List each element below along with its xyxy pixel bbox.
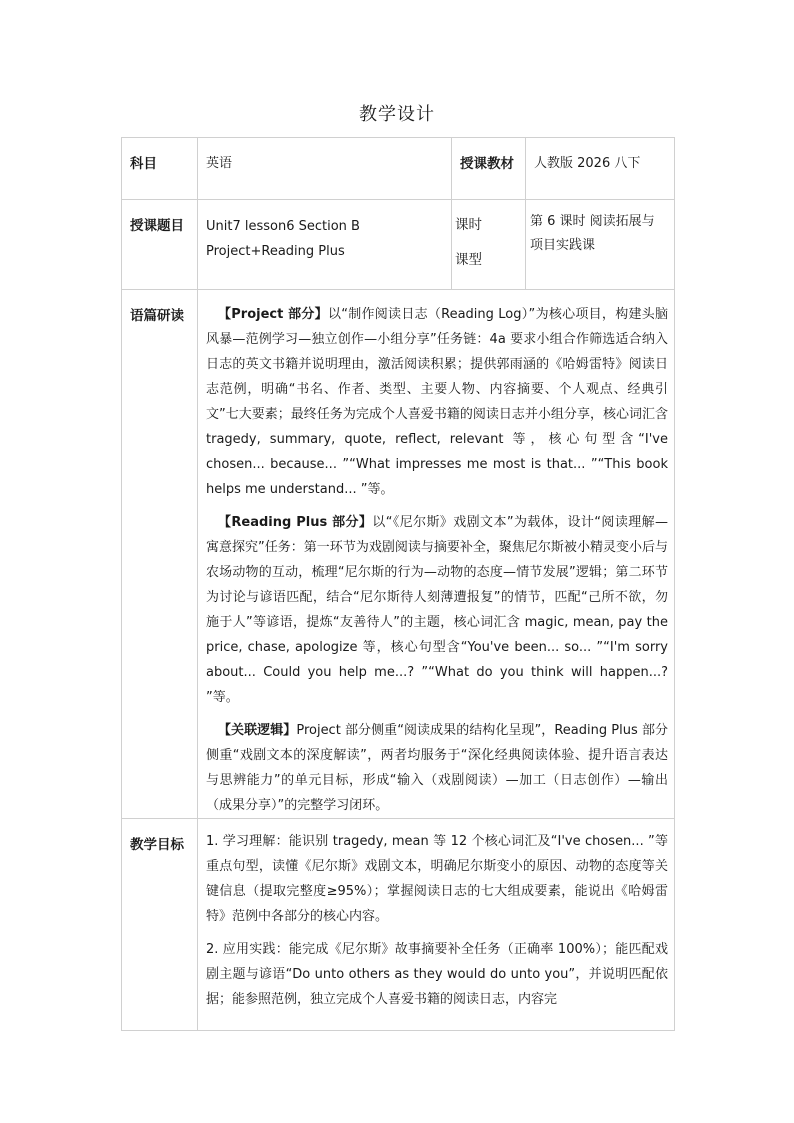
- subject-value: 英语: [198, 138, 452, 200]
- table-row: [122, 138, 675, 200]
- project-body: 以“制作阅读日志（Reading Log）”为核心项目，构建头脑风暴—范例学习—独立创作—小组分享”任务链：4a 要求小组合作筛选适合纳入日志的英文书籍并说明理由，激活阅读积累；提供郭雨涵的《哈姆雷特》阅读日志范例，明确“书名、作者、类型、主要人物、内容摘要、个人观点、经典引文”七大要素；最终任务为完成个人喜爱书籍的阅读日志并小组分享，核心词汇含 tragedy, summary, quote, reflect, relevant 等，核心句型含“I've chosen... because... ”“What impresses me most is that... ”“This book helps me understand... ”等。: [206, 307, 669, 497]
- project-heading: 【Project 部分】: [218, 307, 328, 322]
- textbook-value: 人教版 2026 八下: [526, 138, 675, 200]
- table-row: [122, 290, 675, 819]
- topic-line-1: Unit7 lesson6 Section B: [206, 219, 360, 234]
- topic-label: 授课题目: [122, 200, 198, 290]
- relation-heading: 【关联逻辑】: [218, 723, 297, 738]
- textbook-label: 授课教材: [452, 138, 526, 200]
- period-type-label: [452, 200, 526, 290]
- objective-item-2: 2. 应用实践：能完成《尼尔斯》故事摘要补全任务（正确率 100%）；能匹配戏剧主题与谚语“Do unto others as they would do unto you”，并说明匹配依据；能参照范例，独立完成个人喜爱书籍的阅读日志，内容完: [206, 942, 668, 1007]
- period-label: 课时: [455, 217, 482, 233]
- text-study-label: 语篇研读: [122, 290, 198, 819]
- table-row: [122, 200, 675, 290]
- type-label: 课型: [455, 252, 482, 268]
- objective-item-1: 1. 学习理解：能识别 tragedy, mean 等 12 个核心词汇及“I've chosen... ”等重点句型，读懂《尼尔斯》戏剧文本，明确尼尔斯变小的原因、动物的态度等关键信息（提取完整度≥95%）；掌握阅读日志的七大组成要素，能说出《哈姆雷特》范例中各部分的核心内容。: [206, 834, 668, 924]
- reading-plus-body: 以“《尼尔斯》戏剧文本”为载体，设计“阅读理解—寓意探究”任务：第一环节为戏剧阅读与摘要补全，聚焦尼尔斯被小精灵变小后与农场动物的互动，梳理“尼尔斯的行为—动物的态度—情节发展”逻辑；第二环节为讨论与谚语匹配，结合“尼尔斯待人刻薄遭报复”的情节，匹配“己所不欲，勿施于人”等谚语，提炼“友善待人”的主题，核心词汇含 magic, mean, pay the price, chase, apologize 等，核心句型含“You've been... so... ”“I'm sorry about... Could you help me...? ”“What do you think will happen...? ”等。: [206, 515, 668, 705]
- topic-value: [198, 200, 452, 290]
- period-type-value: [526, 200, 675, 290]
- period-type-line-1: 第 6 课时 阅读拓展与: [530, 214, 655, 229]
- table-row: [122, 819, 675, 1031]
- lesson-plan-table: [121, 137, 675, 1031]
- reading-plus-paragraph: [206, 510, 668, 710]
- page-title: 教学设计: [359, 104, 435, 125]
- topic-line-2: Project+Reading Plus: [206, 244, 345, 259]
- text-study-content: [198, 290, 675, 819]
- objectives-content: [198, 819, 675, 1031]
- subject-label: 科目: [122, 138, 198, 200]
- relation-body: Project 部分侧重“阅读成果的结构化呈现”，Reading Plus 部分侧重“戏剧文本的深度解读”，两者均服务于“深化经典阅读体验、提升语言表达与思辨能力”的单元目标，形成“输入（戏剧阅读）—加工（日志创作）—输出（成果分享）”的完整学习闭环。: [206, 723, 668, 813]
- project-paragraph: [206, 302, 668, 502]
- reading-plus-heading: 【Reading Plus 部分】: [218, 515, 373, 530]
- relation-paragraph: [206, 718, 668, 818]
- objectives-label: 教学目标: [122, 819, 198, 1031]
- period-type-line-2: 项目实践课: [530, 238, 596, 253]
